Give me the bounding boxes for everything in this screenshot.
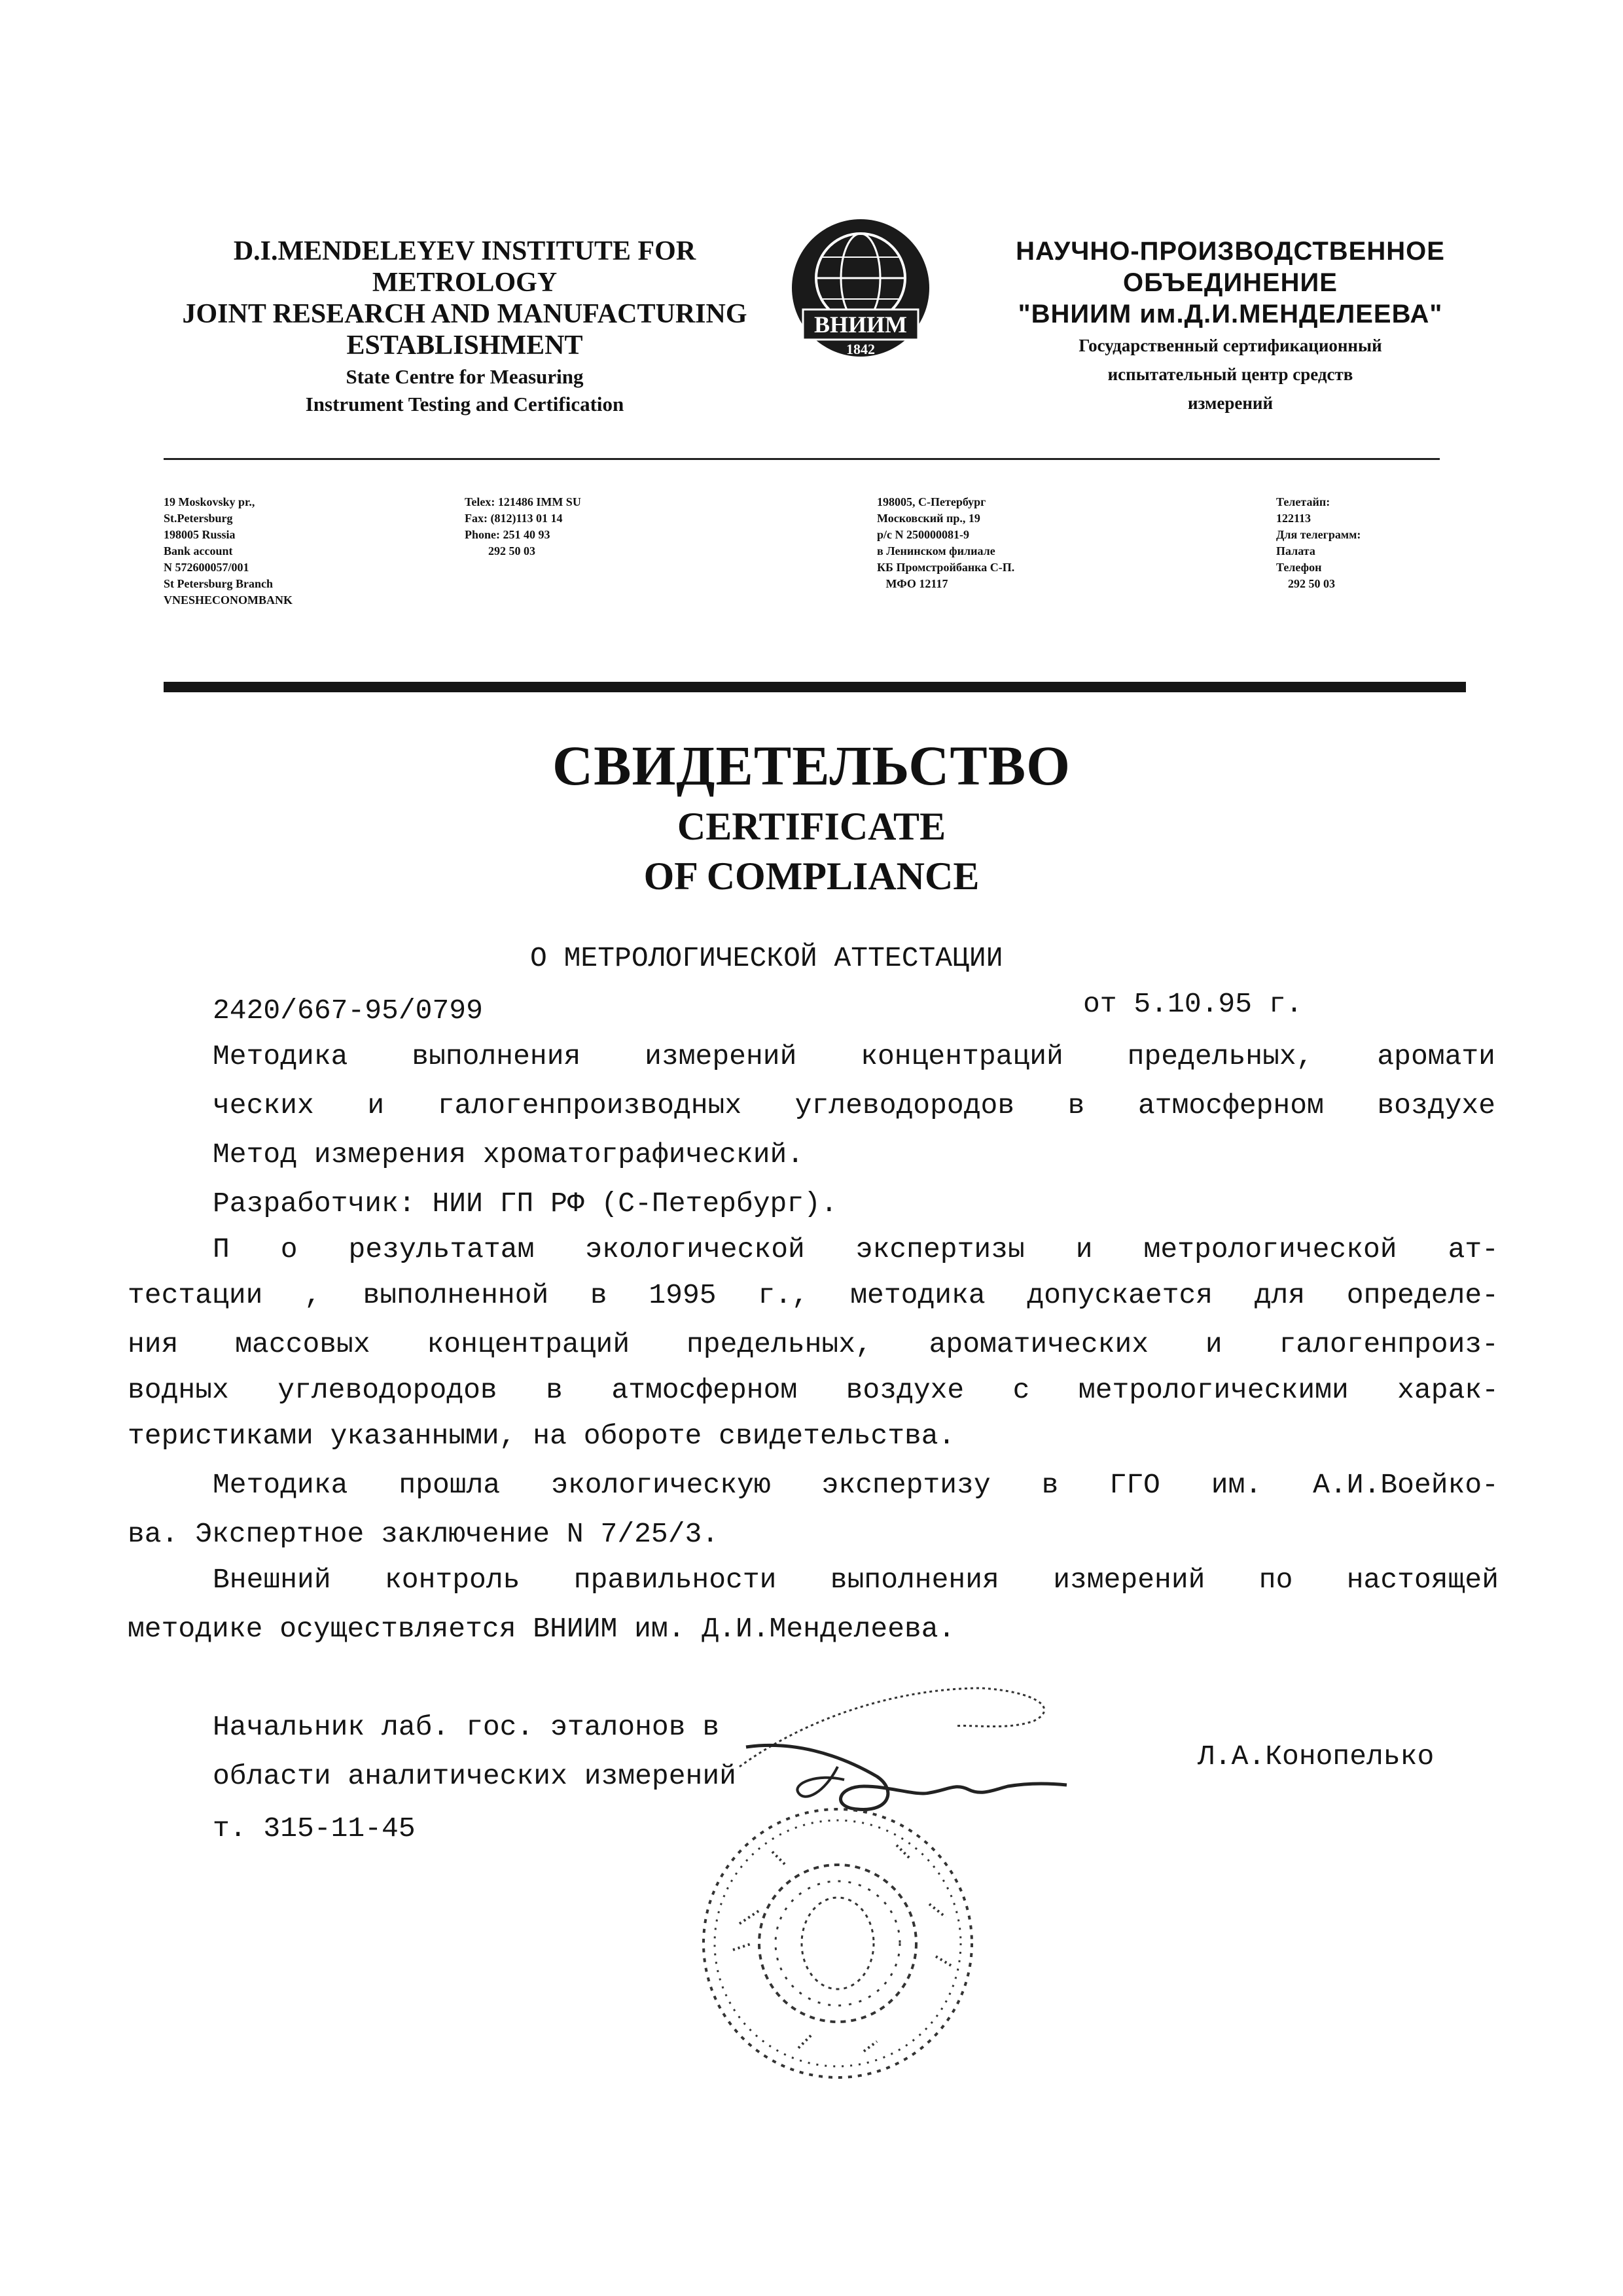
signatory-title-line2: области аналитических измерений (213, 1760, 736, 1792)
letterhead-bar (164, 682, 1466, 692)
header-left-block (151, 236, 779, 417)
vniim-logo (782, 213, 939, 370)
contact-column-1: 19 Moskovsky pr., St.Petersburg 198005 Russia Bank account N 572600057/001 St Petersburg Branch VNESHECONOMBANK (164, 495, 293, 607)
body-line-2: ческих и галогенпроизводных углеводородов в атмосферном воздухе (213, 1089, 1495, 1122)
certificate-number: 2420/667-95/0799 (213, 995, 483, 1027)
header-left-line4: ESTABLISHMENT (346, 330, 583, 361)
logo-year: 1842 (846, 341, 875, 357)
title-english-line1: CERTIFICATE (677, 805, 946, 848)
title-english-line2: OF COMPLIANCE (643, 855, 980, 898)
certificate-date: от 5.10.95 г. (1083, 988, 1303, 1020)
body-line-11: ва. Экспертное заключение N 7/25/3. (128, 1518, 719, 1550)
header-left-line5: State Centre for Measuring (346, 365, 584, 388)
body-line-3: Метод измерения хроматографический. (213, 1139, 804, 1171)
body-line-1: Методика выполнения измерений концентраций предельных, аромати (213, 1040, 1495, 1072)
contact-column-2: Telex: 121486 IMM SU Fax: (812)113 01 14 Phone: 251 40 93 292 50 03 (465, 495, 581, 557)
body-line-10: Методика прошла экологическую экспертизу в ГГО им. А.И.Воейко- (213, 1469, 1499, 1501)
body-line-5: П о результатам экологической экспертизы и метрологической ат- (213, 1233, 1499, 1265)
title-russian: СВИДЕТЕЛЬСТВО (552, 734, 1071, 797)
header-left-line3: JOINT RESEARCH AND MANUFACTURING (182, 299, 747, 329)
official-stamp-and-signature (641, 1662, 1073, 2205)
header-right-line4: Государственный сертификационный (1079, 336, 1382, 355)
body-line-12: Внешний контроль правильности выполнения измерений по настоящей (213, 1564, 1499, 1596)
header-right-block (962, 236, 1499, 416)
body-line-13: методике осуществляется ВНИИМ им. Д.И.Менделеева. (128, 1613, 955, 1645)
header-left-line6: Instrument Testing and Certification (305, 393, 624, 415)
header-right-line2: ОБЪЕДИНЕНИЕ (1123, 268, 1338, 297)
certificate-subtitle: О МЕТРОЛОГИЧЕСКОЙ АТТЕСТАЦИИ (530, 942, 1003, 974)
body-line-9: теристиками указанными, на обороте свидетельства. (128, 1420, 955, 1452)
body-line-6: тестации , выполненной в 1995 г., методика допускается для определе- (128, 1279, 1499, 1311)
header-left-line1: D.I.MENDELEYEV INSTITUTE FOR (233, 236, 696, 266)
logo-text: ВНИИМ (814, 311, 907, 338)
header-right-line1: НАУЧНО-ПРОИЗВОДСТВЕННОЕ (1016, 237, 1445, 266)
signatory-name: Л.А.Конопелько (1198, 1740, 1435, 1773)
contact-column-4: Телетайп: 122113 Для телеграмм: Палата Телефон 292 50 03 (1276, 495, 1361, 590)
body-line-7: ния массовых концентраций предельных, ароматических и галогенпроиз- (128, 1328, 1499, 1360)
body-line-4: Разработчик: НИИ ГП РФ (С-Петербург). (213, 1188, 838, 1220)
header-right-line5: испытательный центр средств (1107, 364, 1353, 384)
header-right-line3: "ВНИИМ им.Д.И.МЕНДЕЛЕЕВА" (1018, 300, 1443, 328)
body-line-8: водных углеводородов в атмосферном воздухе с метрологическими харак- (128, 1374, 1499, 1406)
signatory-title-line1: Начальник лаб. гос. эталонов в (213, 1711, 720, 1743)
signatory-phone: т. 315-11-45 (213, 1812, 416, 1845)
header-left-line2: METROLOGY (372, 268, 558, 298)
contact-column-3: 198005, С-Петербург Московский пр., 19 р/с N 250000081-9 в Ленинском филиале КБ Промстройбанка С-П. МФО 12117 (877, 495, 1015, 590)
header-right-line6: измерений (1187, 393, 1274, 413)
header-divider (164, 458, 1440, 460)
